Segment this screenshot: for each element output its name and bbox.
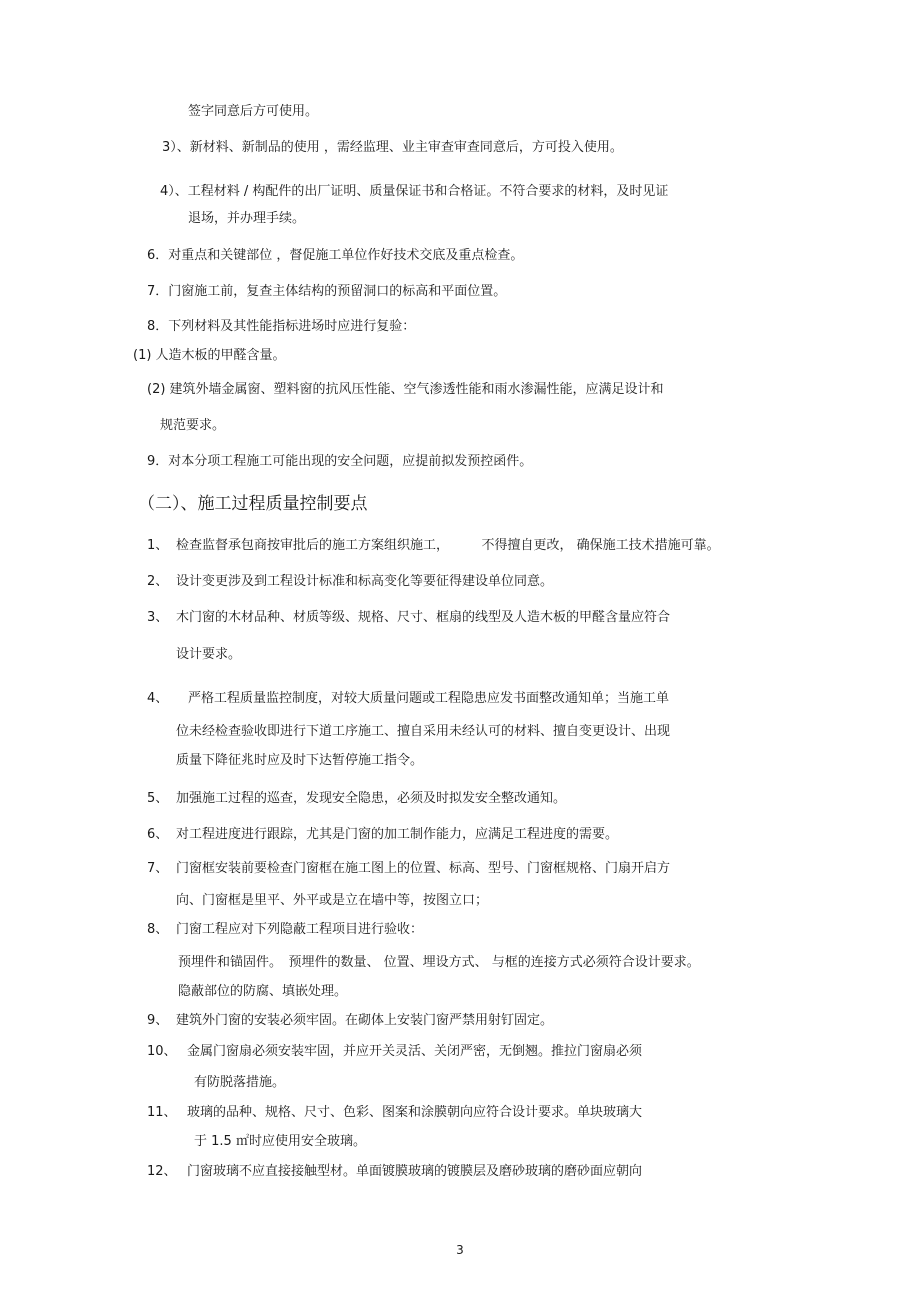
list-item-text: 检查监督承包商按审批后的施工方案组织施工， 不得擅自更改， 确保施工技术措施可靠。 xyxy=(176,538,720,553)
list-item-number: 5、 xyxy=(147,791,169,806)
list-item-text: 门窗框安装前要检查门窗框在施工图上的位置、标高、型号、门窗框规格、门扇开启方 xyxy=(176,861,671,876)
list-item-continuation: 预埋件和锚固件。 预埋件的数量、 位置、埋设方式、 与框的连接方式必须符合设计要求。 xyxy=(178,955,700,970)
text-line: 6．对重点和关键部位 ，督促施工单位作好技术交底及重点检查。 xyxy=(147,248,524,263)
text-line: (1) 人造木板的甲醛含量。 xyxy=(133,348,286,363)
text-line: (2) 建筑外墙金属窗、塑料窗的抗风压性能、空气渗透性能和雨水渗漏性能，应满足设计和 xyxy=(147,382,664,397)
list-item-continuation: 隐蔽部位的防腐、填嵌处理。 xyxy=(178,984,348,999)
list-item-number: 4、 xyxy=(147,691,169,706)
list-item-number: 12、 xyxy=(147,1164,177,1179)
list-item-number: 10、 xyxy=(147,1044,177,1059)
text-line: 签字同意后方可使用。 xyxy=(188,104,319,119)
text-line: 3）、新材料、新制品的使用 ，需经监理、业主审查审查同意后，方可投入使用。 xyxy=(162,140,623,155)
list-item-text: 加强施工过程的巡查，发现安全隐患，必须及时拟发安全整改通知。 xyxy=(176,791,567,806)
list-item-text: 建筑外门窗的安装必须牢固。在砌体上安装门窗严禁用射钉固定。 xyxy=(176,1013,554,1028)
list-item-number: 11、 xyxy=(147,1105,177,1120)
list-item-text: 玻璃的品种、规格、尺寸、色彩、图案和涂膜朝向应符合设计要求。单块玻璃大 xyxy=(187,1105,643,1120)
list-item-number: 2、 xyxy=(147,574,169,589)
list-item-continuation: 位未经检查验收即进行下道工序施工、擅自采用未经认可的材料、擅自变更设计、出现 xyxy=(176,724,671,739)
list-item-continuation: 有防脱落措施。 xyxy=(194,1075,286,1090)
list-item-number: 8、 xyxy=(147,922,169,937)
list-item-text: 金属门窗扇必须安装牢固，并应开关灵活、关闭严密，无倒翘。推拉门窗扇必须 xyxy=(187,1044,643,1059)
list-item-text: 设计变更涉及到工程设计标准和标高变化等要征得建设单位同意。 xyxy=(176,574,554,589)
list-item-continuation: 于 1.5 ㎡时应使用安全玻璃。 xyxy=(194,1134,366,1149)
text-line: 4）、工程材料 / 构配件的出厂证明、质量保证书和合格证。不符合要求的材料，及时见证 xyxy=(160,184,669,199)
section-heading: （二）、施工过程质量控制要点 xyxy=(138,494,368,514)
list-item-number: 6、 xyxy=(147,827,169,842)
list-item-text: 木门窗的木材品种、材质等级、规格、尺寸、框扇的线型及人造木板的甲醛含量应符合 xyxy=(176,610,671,625)
text-line: 8．下列材料及其性能指标进场时应进行复验： xyxy=(147,319,416,334)
list-item-text: 严格工程质量监控制度，对较大质量问题或工程隐患应发书面整改通知单；当施工单 xyxy=(188,691,670,706)
list-item-text: 门窗工程应对下列隐蔽工程项目进行验收： xyxy=(176,922,424,937)
list-item-continuation: 设计要求。 xyxy=(176,647,242,662)
list-item-text: 对工程进度进行跟踪，尤其是门窗的加工制作能力，应满足工程进度的需要。 xyxy=(176,827,619,842)
text-line: 7．门窗施工前，复查主体结构的预留洞口的标高和平面位置。 xyxy=(147,284,507,299)
list-item-number: 9、 xyxy=(147,1013,169,1028)
text-line: 规范要求。 xyxy=(160,418,226,433)
list-item-text: 门窗玻璃不应直接接触型材。单面镀膜玻璃的镀膜层及磨砂玻璃的磨砂面应朝向 xyxy=(187,1164,643,1179)
list-item-number: 3、 xyxy=(147,610,169,625)
list-item-number: 1、 xyxy=(147,538,169,553)
text-line: 9．对本分项工程施工可能出现的安全问题，应提前拟发预控函件。 xyxy=(147,454,533,469)
list-item-continuation: 向、门窗框是里平、外平或是立在墙中等，按图立口； xyxy=(176,893,489,908)
page-number: 3 xyxy=(456,1243,464,1257)
list-item-number: 7、 xyxy=(147,861,169,876)
text-line: 退场，并办理手续。 xyxy=(188,211,306,226)
list-item-continuation: 质量下降征兆时应及时下达暂停施工指令。 xyxy=(176,753,424,768)
